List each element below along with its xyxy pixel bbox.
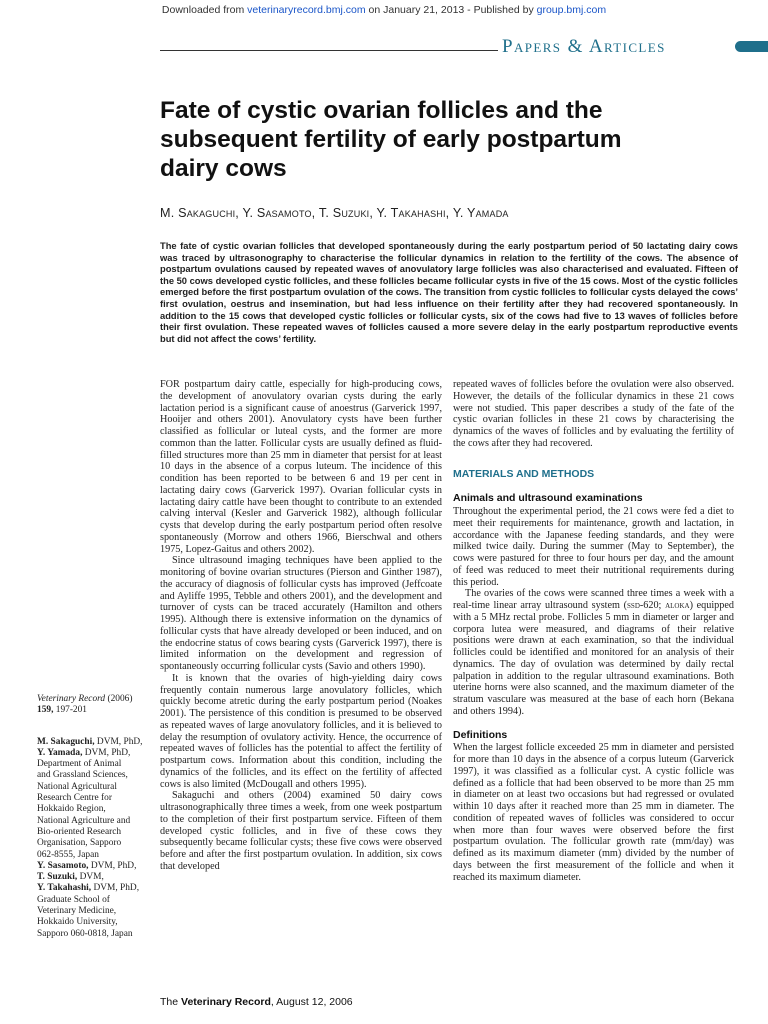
affiliation-text: Department of Animal: [37, 759, 122, 770]
affiliation-line: [37, 883, 149, 894]
text-run: The ovaries of the cows were scanned three times a week with a real-time linear array ultrasound system (: [453, 588, 734, 611]
device-model: ssd-620; aloka: [627, 600, 690, 611]
affiliation-line: [37, 782, 149, 793]
affiliation-text: Sapporo 060-0818, Japan: [37, 928, 133, 939]
affiliation-line: [37, 917, 149, 928]
author-name: Y. Yamada,: [37, 747, 83, 758]
section-tab: [735, 41, 768, 52]
body-paragraph: When the largest follicle exceeded 25 mm in diameter and persisted for more than 10 days in the absence of a corpus luteum (Garverick 1997), it was classified as a follicular cyst. A cystic follicle was defined as a follicle that had been observed to be more than 25 mm in diameter on at least two occasions but had regressed or ovulated within 10 days after it reached more than 25 mm in diameter. The condition of repeated waves of follicles was considered to occur when more than four waves were observed before the first postpartum ovulation. The follicular growth rate (mm/day) was defined as its maximum diameter (mm) divided by the number of days between the first measurement of the follicle and when it reached its maximum diameter.: [453, 742, 734, 883]
citation-pages: 197-201: [53, 705, 87, 716]
affiliation-line: [37, 895, 149, 906]
site-link[interactable]: veterinaryrecord.bmj.com: [247, 4, 366, 16]
affiliation-line: [37, 737, 149, 748]
affiliation-line: [37, 759, 149, 770]
body-paragraph: Throughout the experimental period, the 21 cows were fed a diet to meet their requirements for maintenance, growth and lactation, in accordance with the Japanese feeding standards, and they were milked twice daily. During the summer (May to September), the cows were pastured for three to four hours per day, and the amount of feed was reduced to meet their nutritional requirements during this period.: [453, 506, 734, 588]
affiliation-text: National Agriculture and: [37, 815, 131, 826]
affiliation-line: [37, 872, 149, 883]
affiliation-line: [37, 793, 149, 804]
citation-volume: 159,: [37, 705, 54, 716]
affiliation-text: DVM, PhD,: [88, 860, 137, 871]
section-heading-materials: MATERIALS AND METHODS: [453, 467, 595, 480]
footer-journal: Veterinary Record: [181, 996, 271, 1008]
affiliation-text: DVM, PhD,: [91, 883, 140, 894]
affiliation-line: [37, 929, 149, 940]
sidebar-info: [37, 694, 149, 940]
author-name: Y. Sasamoto,: [37, 860, 89, 871]
body-column-2: [453, 379, 734, 883]
citation-journal: Veterinary Record: [37, 694, 106, 704]
subheading-animals: Animals and ultrasound examinations: [453, 492, 643, 505]
download-prefix: Downloaded from: [161, 4, 248, 16]
body-paragraph: [453, 588, 734, 717]
affiliation-text: Veterinary Medicine,: [37, 906, 117, 917]
affiliation-text: Research Centre for: [37, 793, 112, 804]
affiliation-text: DVM, PhD,: [82, 747, 131, 758]
body-column-1: [160, 379, 442, 873]
affiliation-line: [37, 838, 149, 849]
body-paragraph: FOR postpartum dairy cattle, especially for high-producing cows, the development of anovulatory ovarian cysts during the early lactation period is a significant cause of anoestrus (Garverick 1997, Hooijer and others 2001). Anovulatory cysts have been further classified as follicular or luteal cysts, and the former are more common than the latter. Follicular cysts are usually defined as fluid-filled structures more than 25 mm in diameter that persist for at least 10 days in the absence of a corpus luteum. The incidence of this condition has been reported to be between 6 and 19 per cent in lactating dairy cows (Garverick 1997). Ovarian follicular cysts in lactating dairy cattle have been thought to contribute to an extended calving interval (Kesler and Garverick 1982), although follicular cysts that develop during the early postpartum period often resolve spontaneously (Morrow and others 1966, Bierschwal and others 1975, Lopez-Gaitus and others 2002).: [160, 379, 442, 555]
section-rule: [160, 50, 498, 51]
group-link[interactable]: group.bmj.com: [536, 4, 607, 16]
affiliation-text: Graduate School of: [37, 894, 110, 905]
affiliation-text: Organisation, Sapporo: [37, 838, 122, 849]
affiliation-text: Hokkaido University,: [37, 917, 118, 928]
affiliations: [37, 737, 149, 940]
citation-year: (2006): [105, 694, 133, 704]
download-middle: on January 21, 2013 - Published by: [365, 4, 537, 16]
citation: [37, 694, 149, 717]
text-run: ) equipped with a 5 MHz rectal probe. Follicles 5 mm in diameter or larger and corpora lutea were measured, and diagrams of their relative positions were drawn at each examination, so that the individual follicles could be identified and monitored for an analysis of their dynamics. The day of ovulation was determined by daily rectal palpation in addition to the regular ultrasound examinations. Both uterine horns were also scanned, and the maximum diameter of the stratum vasculare was measured at the base of each horn (Bekana and others 1994).: [453, 600, 734, 717]
author-name: T. Suzuki,: [37, 872, 78, 883]
affiliation-line: [37, 816, 149, 827]
section-label: Papers & Articles: [502, 36, 666, 57]
affiliation-text: and Grassland Sciences,: [37, 770, 128, 781]
body-paragraph: It is known that the ovaries of high-yielding dairy cows frequently contain numerous large anovulatory follicles, which quickly become atretic during the early postpartum period (Noakes 2001). The persistence of this condition is presumed to be observed as repeated waves of large anovulatory follicles, and it is believed to delay the resumption of ovulatory activity. Hence, the occurrence of repeated waves of follicles has the potential to affect the fertility of postpartum cows. Information about this condition, including the dynamics of the follicles, and its effect on the fertility of affected cows is also limited (McDougall and others 1995).: [160, 672, 442, 790]
footer-date: , August 12, 2006: [270, 996, 353, 1008]
body-paragraph: repeated waves of follicles before the ovulation were also observed. However, the details of the follicular dynamics in these 21 cows were not studied. This paper describes a study of the fate of the cystic ovarian follicles in these 21 cows by characterising the dynamics of the waves of follicles and by evaluating the fertility of the cows after they had recovered.: [453, 379, 734, 449]
affiliation-line: [37, 850, 149, 861]
body-paragraph: Sakaguchi and others (2004) examined 50 dairy cows ultrasonographically three times a week, from one week postpartum to the completion of their first postpartum service. Fifteen of them developed cystic follicles, and in five of these cows they subsequently became follicular cysts; these five cows were observed before and after the first postpartum ovulation. In addition, six cows that developed: [160, 790, 442, 872]
affiliation-line: [37, 748, 149, 759]
affiliation-text: Hokkaido Region,: [37, 804, 106, 815]
body-paragraph: Since ultrasound imaging techniques have been applied to the monitoring of bovine ovarian structures (Pierson and Ginther 1987), the accuracy of diagnosis of follicular cysts has improved (Jeffcoate and Ayliffe 1995, Tebble and others 2001), and the development and turnover of cysts can be traced accurately (Hamilton and others 1995). Although there is extensive information on the dynamics of follicular cysts that have already developed or been induced, and on the endocrine status of cows bearing cysts (Garverick 1997), there is limited information on the development and regression of spontaneously occurring follicular cysts (Savio and others 1990).: [160, 555, 442, 672]
page-footer: [160, 996, 353, 1008]
affiliation-text: DVM, PhD,: [94, 736, 143, 747]
affiliation-line: [37, 770, 149, 781]
affiliation-line: [37, 804, 149, 815]
abstract: The fate of cystic ovarian follicles that developed spontaneously during the early postpartum period of 50 lactating dairy cows was traced by ultrasonography to characterise the follicular dynamics in relation to the fertility of the cows. The absence of postpartum ovulations caused by repeated waves of anovulatory large follicles was also characterised and evaluated. Fifteen of the 50 cows developed cystic follicles, and these follicles became follicular cysts in five of the 15 cows. Most of the cystic follicles emerged before the first postpartum ovulation of the cows. The transition from cystic follicles to follicular cysts delayed the cows’ first ovulation, oestrus and insemination, but had less influence on their fertility after they had recovered spontaneously. In addition to the 15 cows that developed cystic follicles or follicular cysts, six of the cows had five to 13 waves of follicles before their first ovulation. These repeated waves of follicles caused a more severe delay in the early postpartum reproductive events but did not affect the cows’ fertility.: [160, 241, 738, 344]
author-list: M. Sakaguchi, Y. Sasamoto, T. Suzuki, Y. Takahashi, Y. Yamada: [160, 206, 509, 220]
subheading-definitions: Definitions: [453, 728, 508, 741]
affiliation-line: [37, 827, 149, 838]
affiliation-text: DVM,: [77, 872, 104, 883]
affiliation-text: 062-8555, Japan: [37, 849, 99, 860]
affiliation-text: Bio-oriented Research: [37, 826, 122, 837]
footer-prefix: The: [160, 996, 182, 1008]
affiliation-text: National Agricultural: [37, 781, 117, 792]
author-name: M. Sakaguchi,: [37, 736, 95, 747]
download-notice: [0, 4, 768, 16]
author-name: Y. Takahashi,: [37, 883, 92, 894]
article-title: Fate of cystic ovarian follicles and the subsequent fertility of early postpartum dairy cows: [160, 97, 622, 182]
affiliation-line: [37, 906, 149, 917]
affiliation-line: [37, 861, 149, 872]
